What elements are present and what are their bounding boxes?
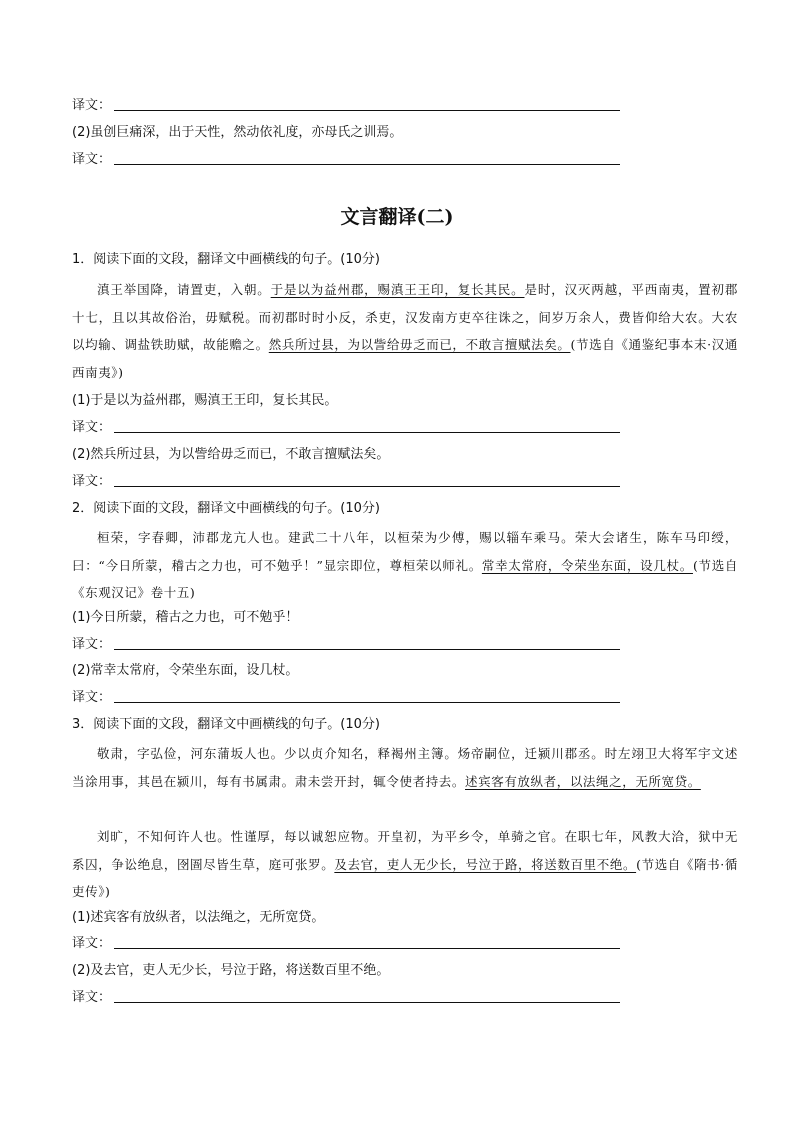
answer-blank[interactable] xyxy=(114,432,620,433)
underlined-sentence-1: 于是以为益州郡，赐滇王王印，复长其民。 xyxy=(270,282,525,297)
answer-blank[interactable] xyxy=(114,1002,620,1003)
problem-1-passage xyxy=(72,276,738,386)
answer-blank[interactable] xyxy=(114,948,620,949)
passage-source: (节选自《隋书·循吏传》) xyxy=(72,856,738,899)
problem-3-passage-2 xyxy=(72,823,738,906)
problem-2-answer-row-1 xyxy=(72,635,620,655)
problem-2-question-2: (2)常幸太常府，令荣坐东面，设几杖。 xyxy=(72,663,299,678)
problem-1-question-1: (1)于是以为益州郡，赐滇王王印，复长其民。 xyxy=(72,393,338,408)
answer-label: 译文： xyxy=(72,474,112,489)
passage-text: 滇王举国降，请置吏，入朝。 xyxy=(97,282,271,297)
answer-blank[interactable] xyxy=(114,164,620,165)
problem-1-stem: 1．阅读下面的文段，翻译文中画横线的句子。(10分) xyxy=(72,252,380,267)
answer-label: 译文： xyxy=(72,990,112,1005)
problem-3-question-1: (1)述宾客有放纵者，以法绳之，无所宽贷。 xyxy=(72,910,325,925)
answer-label: 译文： xyxy=(72,420,112,435)
answer-blank[interactable] xyxy=(114,486,620,487)
problem-2-passage xyxy=(72,524,738,607)
underlined-sentence-1: 常幸太常府，令荣坐东面，设几杖。 xyxy=(481,557,693,573)
problem-1-answer-row-2 xyxy=(72,472,620,492)
answer-label: 译文： xyxy=(72,637,112,652)
section-title: 文言翻译(二) xyxy=(340,206,454,228)
question-top-2: (2)虽创巨痛深，出于天性，然动依礼度，亦母氏之训焉。 xyxy=(72,125,403,140)
underlined-sentence-2: 然兵所过县，为以訾给毋乏而已，不敢言擅赋法矣。 xyxy=(268,337,571,352)
underlined-sentence-1: 述宾客有放纵者，以法绳之，无所宽贷。 xyxy=(465,773,701,789)
answer-blank[interactable] xyxy=(114,110,620,111)
passage-source: (节选自《通鉴纪事本末·汉通西南夷》) xyxy=(72,337,738,380)
passage-text: 敬肃，字弘俭，河东蒲坂人也。少以贞介知名，释褐州主簿。炀帝嗣位，迁颍川郡丞。时左翊卫大将军宇文述当涂用事，其邑在颍川，每有书属肃。肃未尝开封，辄令使者持去。 xyxy=(72,746,738,789)
underlined-sentence-2: 及去官，吏人无少长，号泣于路，将送数百里不绝。 xyxy=(334,856,637,872)
answer-label: 译文： xyxy=(72,152,112,167)
answer-row-top-2 xyxy=(72,150,620,170)
answer-label: 译文： xyxy=(72,690,112,705)
problem-3-question-2: (2)及去官，吏人无少长，号泣于路，将送数百里不绝。 xyxy=(72,963,390,978)
answer-blank[interactable] xyxy=(114,649,620,650)
passage-text: 是时，汉灭两越，平西南夷，置初郡十七，且以其故俗治，毋赋税。而初郡时时小反，杀吏，汉发南方吏卒往诛之，间岁万余人，费皆仰给大农。大农以均输、调盐铁助赋，故能赡之。 xyxy=(72,282,738,352)
problem-2-question-1: (1)今日所蒙，稽古之力也，可不勉乎！ xyxy=(72,610,299,625)
answer-label: 译文： xyxy=(72,98,112,113)
problem-3-answer-row-1 xyxy=(72,934,620,954)
problem-2-answer-row-2 xyxy=(72,688,620,708)
problem-3-answer-row-2 xyxy=(72,988,620,1008)
problem-3-passage-1 xyxy=(72,740,738,795)
problem-1-answer-row-1 xyxy=(72,418,620,438)
answer-blank[interactable] xyxy=(114,702,620,703)
answer-row-top-1 xyxy=(72,96,620,116)
passage-text: 桓荣，字春卿，沛郡龙亢人也。建武二十八年，以桓荣为少傅，赐以辎车乘马。荣大会诸生，陈车马印绶，曰：“今日所蒙，稽古之力也，可不勉乎！”显宗即位，尊桓荣以师礼。 xyxy=(72,530,738,573)
problem-1-question-2: (2)然兵所过县，为以訾给毋乏而已，不敢言擅赋法矣。 xyxy=(72,447,390,462)
passage-text: 刘旷，不知何许人也。性谨厚，每以诚恕应物。开皇初，为平乡令，单骑之官。在职七年，风教大洽，狱中无系囚，争讼绝息，囹圄尽皆生草，庭可张罗。 xyxy=(72,829,738,872)
problem-2-stem: 2．阅读下面的文段，翻译文中画横线的句子。(10分) xyxy=(72,501,380,516)
problem-3-stem: 3．阅读下面的文段，翻译文中画横线的句子。(10分) xyxy=(72,717,380,732)
passage-source: (节选自《东观汉记》卷十五) xyxy=(72,557,739,600)
answer-label: 译文： xyxy=(72,936,112,951)
